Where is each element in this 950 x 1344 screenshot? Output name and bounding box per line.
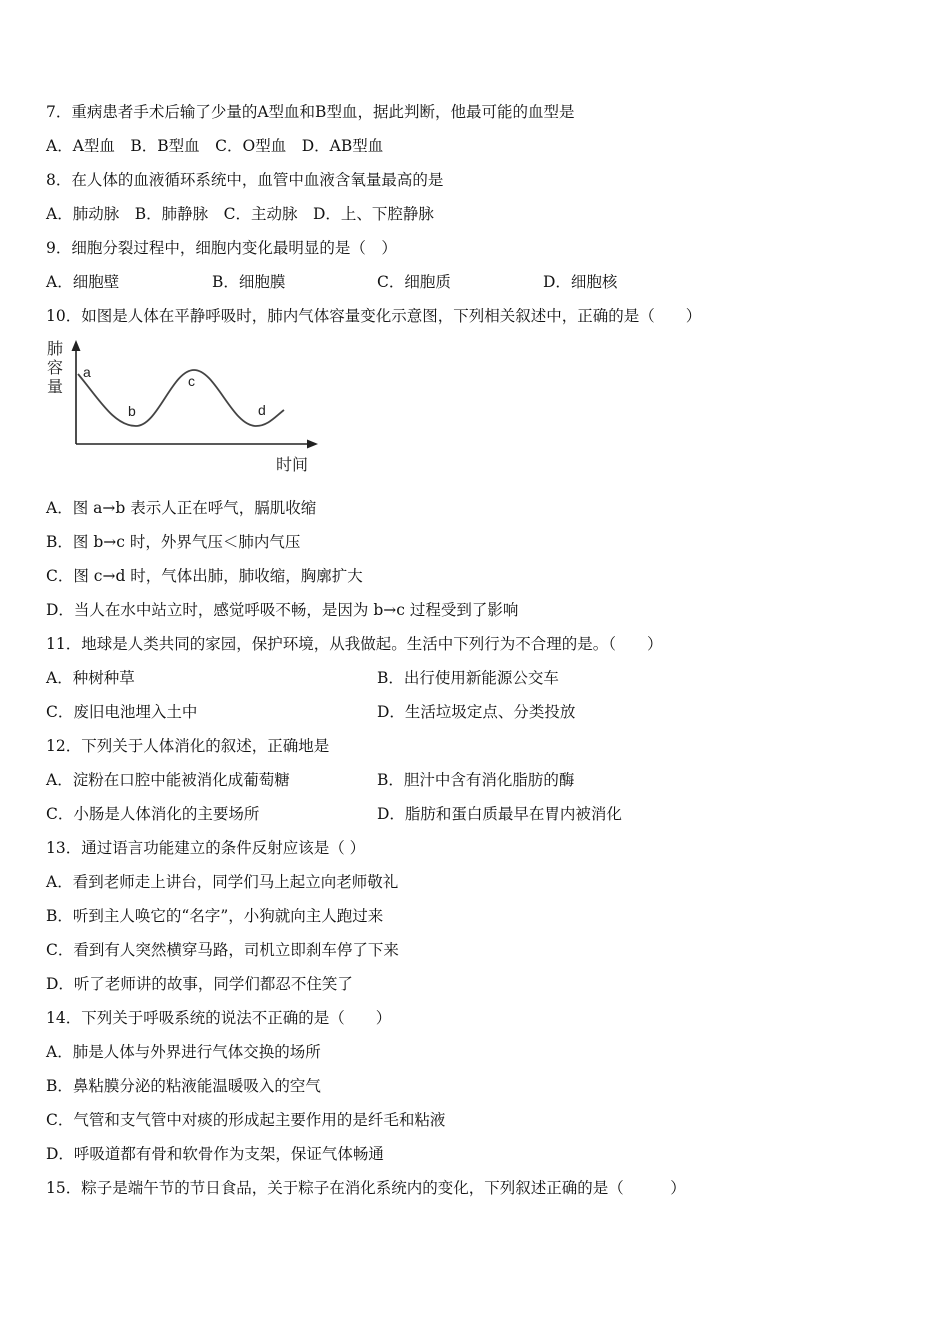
q13-option-d: D．听了老师讲的故事，同学们都忍不住笑了 <box>46 975 353 993</box>
q7-stem: 7．重病患者手术后输了少量的A型血和B型血，据此判断，他最可能的血型是 <box>46 103 575 121</box>
q7-options: A．A型血 B．B型血 C．O型血 D．AB型血 <box>46 137 384 155</box>
point-label-c: c <box>188 373 195 389</box>
q12-option-a: A．淀粉在口腔中能被消化成葡萄糖 <box>46 771 290 789</box>
q9-option-c: C．细胞质 <box>377 273 451 291</box>
x-axis-arrow <box>307 440 318 449</box>
q14-option-c: C．气管和支气管中对痰的形成起主要作用的是纤毛和粘液 <box>46 1111 446 1129</box>
q10-option-b: B．图 b→c 时，外界气压＜肺内气压 <box>46 533 301 551</box>
q12-stem: 12．下列关于人体消化的叙述，正确地是 <box>46 737 330 755</box>
q9-option-d: D．细胞核 <box>543 273 618 291</box>
y-label-char-3: 量 <box>47 379 64 396</box>
q11-option-d: D．生活垃圾定点、分类投放 <box>377 703 576 721</box>
point-label-a: a <box>83 364 91 380</box>
lung-volume-figure <box>44 334 334 474</box>
y-label-char-2: 容 <box>47 360 64 377</box>
q11-option-c: C．废旧电池埋入土中 <box>46 703 198 721</box>
point-label-b: b <box>128 403 136 419</box>
q13-option-c: C．看到有人突然横穿马路，司机立即刹车停了下来 <box>46 941 399 959</box>
q10-stem: 10．如图是人体在平静呼吸时，肺内气体容量变化示意图，下列相关叙述中，正确的是（ ） <box>46 307 702 325</box>
x-axis-label: 时间 <box>276 457 309 474</box>
q14-option-a: A．肺是人体与外界进行气体交换的场所 <box>46 1043 321 1061</box>
q10-option-c: C．图 c→d 时，气体出肺，肺收缩，胸廓扩大 <box>46 567 363 585</box>
q13-option-a: A．看到老师走上讲台，同学们马上起立向老师敬礼 <box>46 873 399 891</box>
q14-option-b: B．鼻粘膜分泌的粘液能温暖吸入的空气 <box>46 1077 321 1095</box>
q9-option-b: B．细胞膜 <box>212 273 286 291</box>
q8-stem: 8．在人体的血液循环系统中，血管中血液含氧量最高的是 <box>46 171 444 189</box>
q12-option-d: D．脂肪和蛋白质最早在胃内被消化 <box>377 805 622 823</box>
q12-option-b: B．胆汁中含有消化脂肪的酶 <box>377 771 575 789</box>
q10-option-d: D．当人在水中站立时，感觉呼吸不畅，是因为 b→c 过程受到了影响 <box>46 601 519 619</box>
q14-option-d: D．呼吸道都有骨和软骨作为支架，保证气体畅通 <box>46 1145 384 1163</box>
q12-option-c: C．小肠是人体消化的主要场所 <box>46 805 260 823</box>
q15-stem: 15．粽子是端午节的节日食品，关于粽子在消化系统内的变化，下列叙述正确的是（ ） <box>46 1179 686 1197</box>
q9-stem: 9．细胞分裂过程中，细胞内变化最明显的是（ ） <box>46 239 397 257</box>
q13-stem: 13．通过语言功能建立的条件反射应该是（ ） <box>46 839 366 857</box>
y-label-char-1: 肺 <box>47 341 64 358</box>
q9-option-a: A．细胞壁 <box>46 273 120 291</box>
point-label-d: d <box>258 402 266 418</box>
q8-options: A．肺动脉 B．肺静脉 C．主动脉 D．上、下腔静脉 <box>46 205 434 223</box>
lung-volume-curve <box>78 370 284 426</box>
q11-option-b: B．出行使用新能源公交车 <box>377 669 559 687</box>
q13-option-b: B．听到主人唤它的“名字”，小狗就向主人跑过来 <box>46 907 384 925</box>
q14-stem: 14．下列关于呼吸系统的说法不正确的是（ ） <box>46 1009 392 1027</box>
y-axis-label <box>47 339 67 396</box>
y-axis-arrow <box>72 340 81 351</box>
q10-option-a: A．图 a→b 表示人正在呼气，膈肌收缩 <box>46 499 317 517</box>
q11-stem: 11．地球是人类共同的家园，保护环境，从我做起。生活中下列行为不合理的是。（ ） <box>46 635 663 653</box>
q11-option-a: A．种树种草 <box>46 669 135 687</box>
